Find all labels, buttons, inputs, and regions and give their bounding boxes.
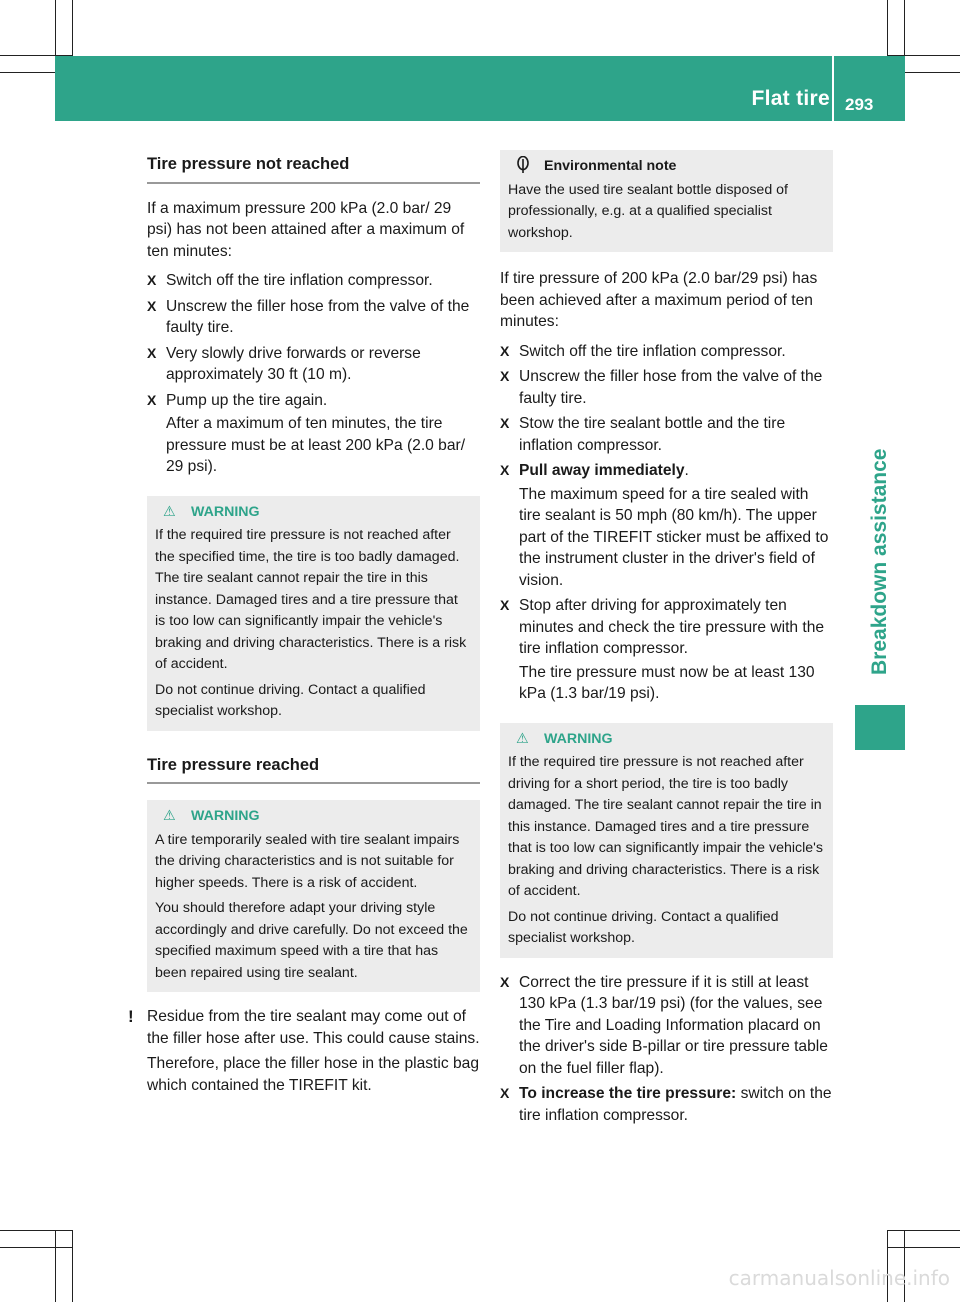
environmental-note-label: Environmental note <box>544 158 677 174</box>
instruction-step: X Pump up the tire again. After a maximum of ten minutes, the tire pressure must be at least 200 kPa (2.0 bar/ 29 psi). <box>147 390 480 478</box>
x-marker-icon: X <box>500 597 510 613</box>
intro-paragraph: If tire pressure of 200 kPa (2.0 bar/29 psi) has been achieved after a maximum period of ten minutes: <box>500 270 818 330</box>
x-marker-icon: X <box>147 272 157 288</box>
warning-text: If the required tire pressure is not reached after driving for a short period, the tire is too badly damaged. The tire sealant cannot repair the tire in this instance. Damaged tires and a tire pressure that is too low can significantly impair the vehicle's braking and driving characteristics. There is a risk of accident. <box>508 754 823 899</box>
step-result: After a maximum of ten minutes, the tire pressure must be at least 200 kPa (2.0 bar/ 29 psi). <box>166 415 466 475</box>
instruction-step: X To increase the tire pressure: switch on the tire inflation compressor. <box>500 1085 832 1124</box>
header-divider <box>832 56 834 121</box>
x-marker-icon: X <box>147 391 157 408</box>
crop-mark <box>0 1230 72 1231</box>
step-emphasis: Pull away immediately <box>519 462 685 479</box>
note-text: Therefore, place the filler hose in the plastic bag which contained the TIREFIT kit. <box>147 1055 479 1094</box>
section-title: Flat tire <box>751 87 830 110</box>
left-column <box>128 150 480 1096</box>
note-block <box>128 1006 480 1096</box>
crop-mark <box>72 1230 73 1302</box>
x-marker-icon: X <box>147 297 157 314</box>
instruction-step: X Unscrew the filler hose from the valve of the faulty tire. <box>147 297 470 336</box>
intro-paragraph: If a maximum pressure 200 kPa (2.0 bar/ 29 psi) has not been attained after a maximum of ten minutes: <box>147 199 465 260</box>
watermark: carmanualsonline.info <box>728 1266 950 1290</box>
crop-mark <box>888 1230 960 1231</box>
instruction-step: X Switch off the tire inflation compressor. <box>500 341 833 363</box>
environmental-note-text: Have the used tire sealant bottle disposed of professionally, e.g. at a qualified specialist workshop. <box>508 181 788 241</box>
warning-label: WARNING <box>191 808 260 824</box>
leaf-icon <box>516 156 530 182</box>
x-marker-icon: X <box>500 368 510 384</box>
chapter-tab-label: Breakdown assistance <box>868 448 891 675</box>
instruction-step: X Correct the tire pressure if it is still at least 130 kPa (1.3 bar/19 psi) (for the values, see the Tire and Loading Information placard on the driver's side B-pillar or tire pressure table on the fuel filler flap). <box>500 973 828 1077</box>
right-column <box>500 150 833 1126</box>
x-marker-icon: X <box>500 415 510 431</box>
step-result: The tire pressure must now be at least 130 kPa (1.3 bar/19 psi). <box>519 663 815 702</box>
warning-text: Do not continue driving. Contact a qualified specialist workshop. <box>155 681 426 719</box>
heading-tire-pressure-reached: Tire pressure reached <box>147 751 480 785</box>
page-number: 293 <box>845 95 874 114</box>
x-marker-icon: X <box>500 1085 510 1101</box>
heading-tire-pressure-not-reached: Tire pressure not reached <box>147 150 480 184</box>
instruction-step: X Switch off the tire inflation compressor. <box>147 270 480 292</box>
crop-mark <box>888 1247 960 1248</box>
warning-text: Do not continue driving. Contact a qualified specialist workshop. <box>508 908 779 946</box>
warning-label: WARNING <box>191 503 260 520</box>
instruction-step: X Unscrew the filler hose from the valve of the faulty tire. <box>500 368 823 407</box>
step-emphasis: To increase the tire pressure: <box>519 1085 737 1102</box>
x-marker-icon: X <box>500 973 510 990</box>
chapter-tab-marker <box>855 705 905 750</box>
x-marker-icon: X <box>147 344 157 361</box>
x-marker-icon: X <box>500 462 510 478</box>
step-result: The maximum speed for a tire sealed with tire sealant is 50 mph (80 km/h). The upper part of the TIREFIT sticker must be affixed to the instrument cluster in the driver's field of vision. <box>519 485 829 589</box>
instruction-step: X Stow the tire sealant bottle and the tire inflation compressor. <box>500 415 786 454</box>
crop-mark <box>0 1247 72 1248</box>
crop-mark <box>55 1230 56 1302</box>
x-marker-icon: X <box>500 342 510 359</box>
warning-triangle-icon: ⚠ <box>163 808 176 824</box>
instruction-step: X Pull away immediately. The maximum speed for a tire sealed with tire sealant is 50 mph (80 km/h). The upper part of the TIREFIT sticker must be affixed to the instrument cluster in the driver's field of vision. <box>500 460 833 591</box>
environmental-note-box <box>500 150 833 252</box>
warning-text: If the required tire pressure is not reached after the specified time, the tire is too badly damaged. The tire sealant cannot repair the tire in this instance. Damaged tires and a tire pressure that is too low can significantly impair the vehicle's braking and driving characteristics. There is a risk of accident. <box>155 527 467 672</box>
exclamation-icon: ! <box>128 1007 134 1026</box>
warning-box <box>147 800 480 992</box>
warning-text: You should therefore adapt your driving style accordingly and drive carefully. Do not exceed the specified maximum speed with a tire that has been repaired using tire sealant. <box>155 900 468 981</box>
note-text: Residue from the tire sealant may come out of the filler hose after use. This could cause stains. <box>147 1008 480 1047</box>
instruction-step: X Stop after driving for approximately ten minutes and check the tire pressure with the tire inflation compressor. The tire pressure must now be at least 130 kPa (1.3 bar/19 psi). <box>500 595 833 705</box>
warning-text: A tire temporarily sealed with tire sealant impairs the driving characteristics and is not suitable for higher speeds. There is a risk of accident. <box>155 831 460 891</box>
warning-box <box>147 496 480 731</box>
warning-box <box>500 723 833 958</box>
warning-triangle-icon: ⚠ <box>516 730 529 747</box>
warning-label: WARNING <box>544 730 613 747</box>
instruction-step: X Very slowly drive forwards or reverse approximately 30 ft (10 m). <box>147 344 421 383</box>
warning-triangle-icon: ⚠ <box>163 503 176 520</box>
